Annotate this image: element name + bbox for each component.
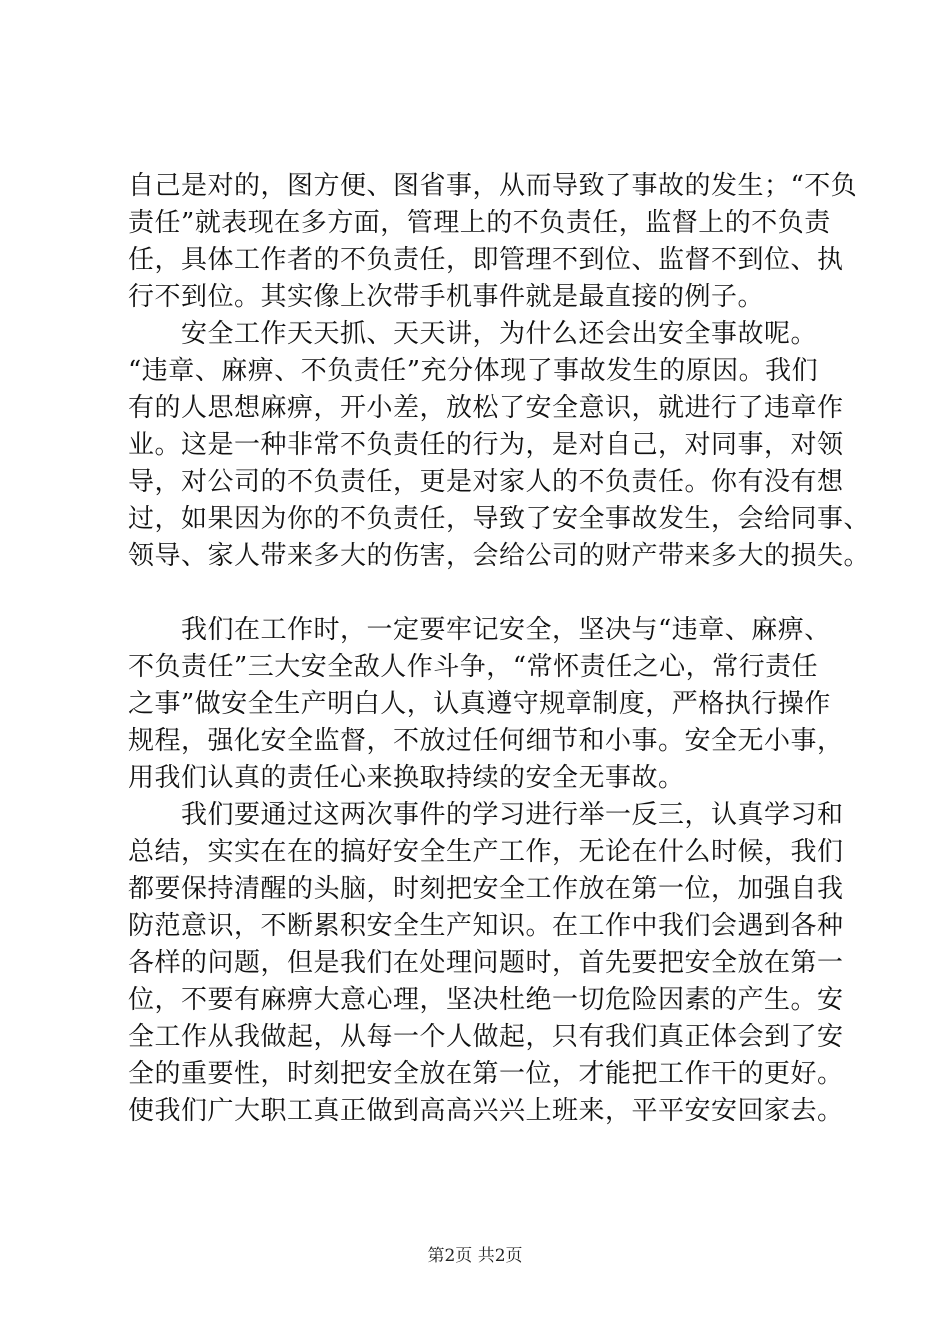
text-line: 我们在工作时，一定要牢记安全，坚决与“违章、麻痹、 bbox=[128, 615, 831, 645]
text-line: 过，如果因为你的不负责任，导致了安全事故发生，会给同事、 bbox=[128, 504, 871, 534]
text-line: “违章、麻痹、不负责任”充分体现了事故发生的原因。我们 bbox=[128, 356, 819, 386]
page-number: 第2页 共2页 bbox=[427, 1246, 523, 1266]
text-line: 规程，强化安全监督，不放过任何细节和小事。安全无小事， bbox=[128, 726, 844, 756]
text-line: 行不到位。其实像上次带手机事件就是最直接的例子。 bbox=[128, 282, 765, 312]
text-line: 总结，实实在在的搞好安全生产工作，无论在什么时候，我们 bbox=[128, 837, 844, 867]
text-line: 都要保持清醒的头脑，时刻把安全工作放在第一位，加强自我 bbox=[128, 874, 844, 904]
text-line: 安全工作天天抓、天天讲，为什么还会出安全事故呢。 bbox=[128, 319, 818, 349]
paragraph-gap bbox=[128, 575, 848, 612]
text-line: 使我们广大职工真正做到高高兴兴上班来，平平安安回家去。 bbox=[128, 1096, 844, 1126]
text-line: 自己是对的，图方便、图省事，从而导致了事故的发生；“不负 bbox=[128, 171, 858, 201]
text-line: 各样的问题，但是我们在处理问题时，首先要把安全放在第一 bbox=[128, 948, 844, 978]
text-line: 防范意识，不断累积安全生产知识。在工作中我们会遇到各种 bbox=[128, 911, 844, 941]
text-line: 位，不要有麻痹大意心理，坚决杜绝一切危险因素的产生。安 bbox=[128, 985, 844, 1015]
text-line: 业。这是一种非常不负责任的行为，是对自己，对同事，对领 bbox=[128, 430, 844, 460]
body-text bbox=[128, 168, 871, 1130]
text-line: 有的人思想麻痹，开小差，放松了安全意识，就进行了违章作 bbox=[128, 393, 844, 423]
text-line: 用我们认真的责任心来换取持续的安全无事故。 bbox=[128, 763, 685, 793]
text-line: 之事”做安全生产明白人，认真遵守规章制度，严格执行操作 bbox=[128, 689, 831, 719]
text-line: 领导、家人带来多大的伤害，会给公司的财产带来多大的损失。 bbox=[128, 541, 871, 571]
text-line: 全的重要性，时刻把安全放在第一位，才能把工作干的更好。 bbox=[128, 1059, 844, 1089]
text-line: 责任”就表现在多方面，管理上的不负责任，监督上的不负责 bbox=[128, 208, 831, 238]
text-line: 不负责任”三大安全敌人作斗争，“常怀责任之心，常行责任 bbox=[128, 652, 819, 682]
text-line: 导，对公司的不负责任，更是对家人的不负责任。你有没有想 bbox=[128, 467, 844, 497]
text-line: 我们要通过这两次事件的学习进行举一反三，认真学习和 bbox=[128, 800, 844, 830]
text-line: 任，具体工作者的不负责任，即管理不到位、监督不到位、执 bbox=[128, 245, 844, 275]
text-line: 全工作从我做起，从每一个人做起，只有我们真正体会到了安 bbox=[128, 1022, 844, 1052]
page-footer bbox=[0, 1244, 950, 1268]
